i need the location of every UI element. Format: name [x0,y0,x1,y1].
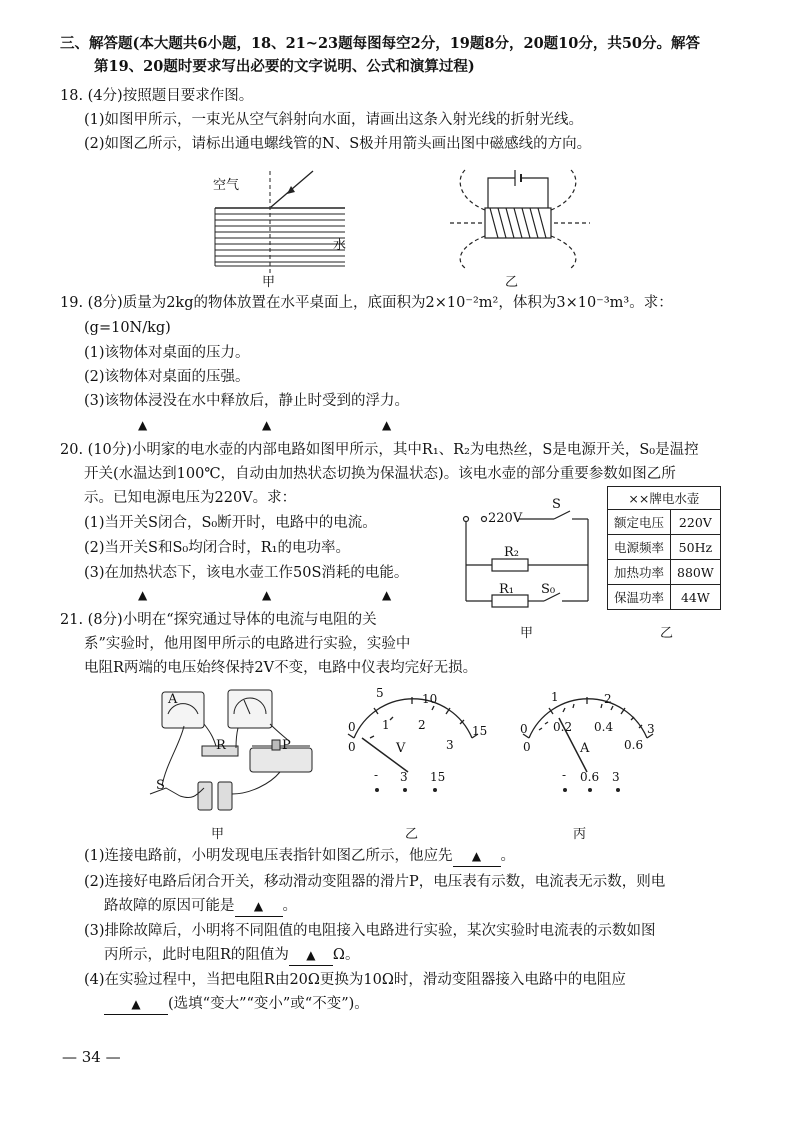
table-value: 44W [671,585,721,610]
water-label: 水 [333,238,347,253]
ameter-terminal-0-6: 0.6 [580,770,600,784]
q21-line3: 电阻R两端的电压始终保持2V不变，电路中仪表均完好无损。 [84,660,478,676]
q21-part3-line1: (3)排除故障后，小明将不同阻值的电阻接入电路进行实验，某次实验时电流表的示数如图 [84,923,656,939]
table-key: 加热功率 [608,560,671,585]
q21-part1 [84,846,515,867]
table-row [608,585,721,610]
answer-blank: ▲ [289,945,333,966]
q20-fig-a-label: 甲 [520,626,534,641]
ameter-tick-0-top: 0 [520,722,528,736]
table-key: 电源频率 [608,535,671,560]
q19-part1: (1)该物体对桌面的压力。 [84,345,250,361]
vmeter-tick-15: 15 [472,724,488,738]
vmeter-tick-5: 5 [376,686,384,700]
q21-part1-end: 。 [500,848,516,864]
vmeter-terminal-minus: - [374,768,379,782]
apparatus-a-label: A [168,692,178,707]
table-row [608,560,721,585]
circuit-voltage-label: 220V [488,511,523,526]
table-title: ××牌电水壶 [608,487,721,510]
table-key: 保温功率 [608,585,671,610]
q20-part3: (3)在加热状态下，该电水壶工作50S消耗的电能。 [84,565,409,581]
ameter-tick-2: 2 [604,692,612,706]
q21-line2: 系”实验时，他用图甲所示的电路进行实验，实验中 [84,636,411,652]
circuit-s0-label: S₀ [541,582,556,597]
section-title-line2: 第19、20题时要求写出必要的文字说明、公式和演算过程) [94,58,475,75]
circuit-r2-label: R₂ [504,545,519,560]
q20-line1: 20. (10分)小明家的电水壶的内部电路如图甲所示，其中R₁、R₂为电热丝，S是电源开关，S₀是温控 [60,442,699,458]
table-value: 220V [671,510,721,535]
vmeter-tick-2: 2 [418,718,426,732]
answer-blank: ▲ [138,588,148,602]
vmeter-terminal-15: 15 [430,770,446,784]
q19-head: 19. (8分)质量为2kg的物体放置在水平桌面上，底面积为2×10⁻²m²，体积为3×10⁻³m³。求： [60,295,673,311]
table-value: 50Hz [671,535,721,560]
q21-part2-line2 [104,896,297,917]
ameter-tick-0-4: 0.4 [594,720,614,734]
q20-fig-b-label: 乙 [660,626,674,641]
solenoid-figure [440,160,600,270]
vmeter-tick-10: 10 [422,692,438,706]
table-row [608,510,721,535]
q18-fig-a-label: 甲 [262,275,276,290]
table-key: 额定电压 [608,510,671,535]
kettle-circuit [462,505,602,615]
q21-part3-text: 丙所示，此时电阻R的阻值为 [104,947,289,963]
answer-blank: ▲ [262,418,272,432]
apparatus-s-label: S [156,778,165,793]
q21-part4-line1: (4)在实验过程中，当把电阻R由20Ω更换为10Ω时，滑动变阻器接入电路中的电阻应 [84,972,626,988]
q21-line1: 21. (8分)小明在“探究通过导体的电流与电阻的关 [60,612,377,628]
ameter-tick-1: 1 [551,690,559,704]
vmeter-unit: V [396,741,406,756]
q21-fig-a-label: 甲 [211,827,225,842]
answer-blank: ▲ [453,846,501,867]
q18-part2: (2)如图乙所示，请标出通电螺线管的N、S极并用箭头画出图中磁感线的方向。 [84,136,592,152]
vmeter-terminals [372,785,442,795]
q21-part2-text: 路故障的原因可能是 [104,898,235,914]
kettle-params-table [607,486,721,610]
q21-fig-b-label: 乙 [405,827,419,842]
section-title-line1: 三、解答题(本大题共6小题，18、21~23题每图每空2分，19题8分，20题10分，共50分。解答 [60,35,701,52]
q21-part4-line2 [104,994,369,1015]
q20-line3: 示。已知电源电压为220V。求： [84,490,297,506]
q20-line2: 开关(水温达到100℃，自动由加热状态切换为保温状态)。该电水壶的部分重要参数如图乙所 [84,466,676,482]
q20-part2: (2)当开关S和S₀均闭合时，R₁的电功率。 [84,540,350,556]
q20-part1: (1)当开关S闭合，S₀断开时，电路中的电流。 [84,515,377,531]
ameter-tick-0: 0 [523,740,531,754]
vmeter-terminal-3: 3 [400,770,408,784]
answer-blank: ▲ [382,588,392,602]
answer-blank: ▲ [104,994,168,1015]
apparatus-p-label: P [282,738,291,753]
ameter-terminal-minus: - [562,768,567,782]
circuit-switch-s-label: S [552,497,561,512]
q18-part1: (1)如图甲所示，一束光从空气斜射向水面，请画出这条入射光线的折射光线。 [84,112,584,128]
q21-part4-text: (选填“变大”“变小”或“不变”)。 [168,996,369,1012]
air-label: 空气 [213,178,240,193]
q18-head: 18. (4分)按照题目要求作图。 [60,88,254,104]
q18-fig-b-label: 乙 [505,275,519,290]
vmeter-tick-0-top: 0 [348,720,356,734]
voltmeter-dial [340,690,490,790]
q21-part3-unit: Ω。 [332,947,360,963]
vmeter-tick-0: 0 [348,740,356,754]
answer-blank: ▲ [382,418,392,432]
ameter-terminals [560,785,630,795]
q19-g: (g=10N/kg) [84,320,171,336]
answer-blank: ▲ [138,418,148,432]
q21-part1-text: (1)连接电路前，小明发现电压表指针如图乙所示，他应先 [84,848,453,864]
q19-part3: (3)该物体浸没在水中释放后，静止时受到的浮力。 [84,393,410,409]
vmeter-tick-3: 3 [446,738,454,752]
vmeter-tick-1: 1 [382,718,390,732]
answer-blank: ▲ [235,896,283,917]
ameter-tick-0-2: 0.2 [553,720,573,734]
table-row [608,535,721,560]
q21-part3-line2 [104,945,359,966]
q21-part2-line1: (2)连接好电路后闭合开关，移动滑动变阻器的滑片P，电压表有示数，电流表无示数，则电 [84,874,666,890]
answer-blank: ▲ [262,588,272,602]
ameter-tick-3: 3 [647,722,655,736]
q21-fig-c-label: 丙 [573,827,587,842]
q19-part2: (2)该物体对桌面的压强。 [84,369,250,385]
ameter-tick-0-6: 0.6 [624,738,644,752]
apparatus-r-label: R [216,738,226,753]
ameter-terminal-3: 3 [612,770,620,784]
ameter-unit: A [580,741,590,756]
circuit-r1-label: R₁ [499,582,514,597]
table-value: 880W [671,560,721,585]
q21-part2-end: 。 [282,898,297,914]
page-number: — 34 — [62,1048,121,1066]
